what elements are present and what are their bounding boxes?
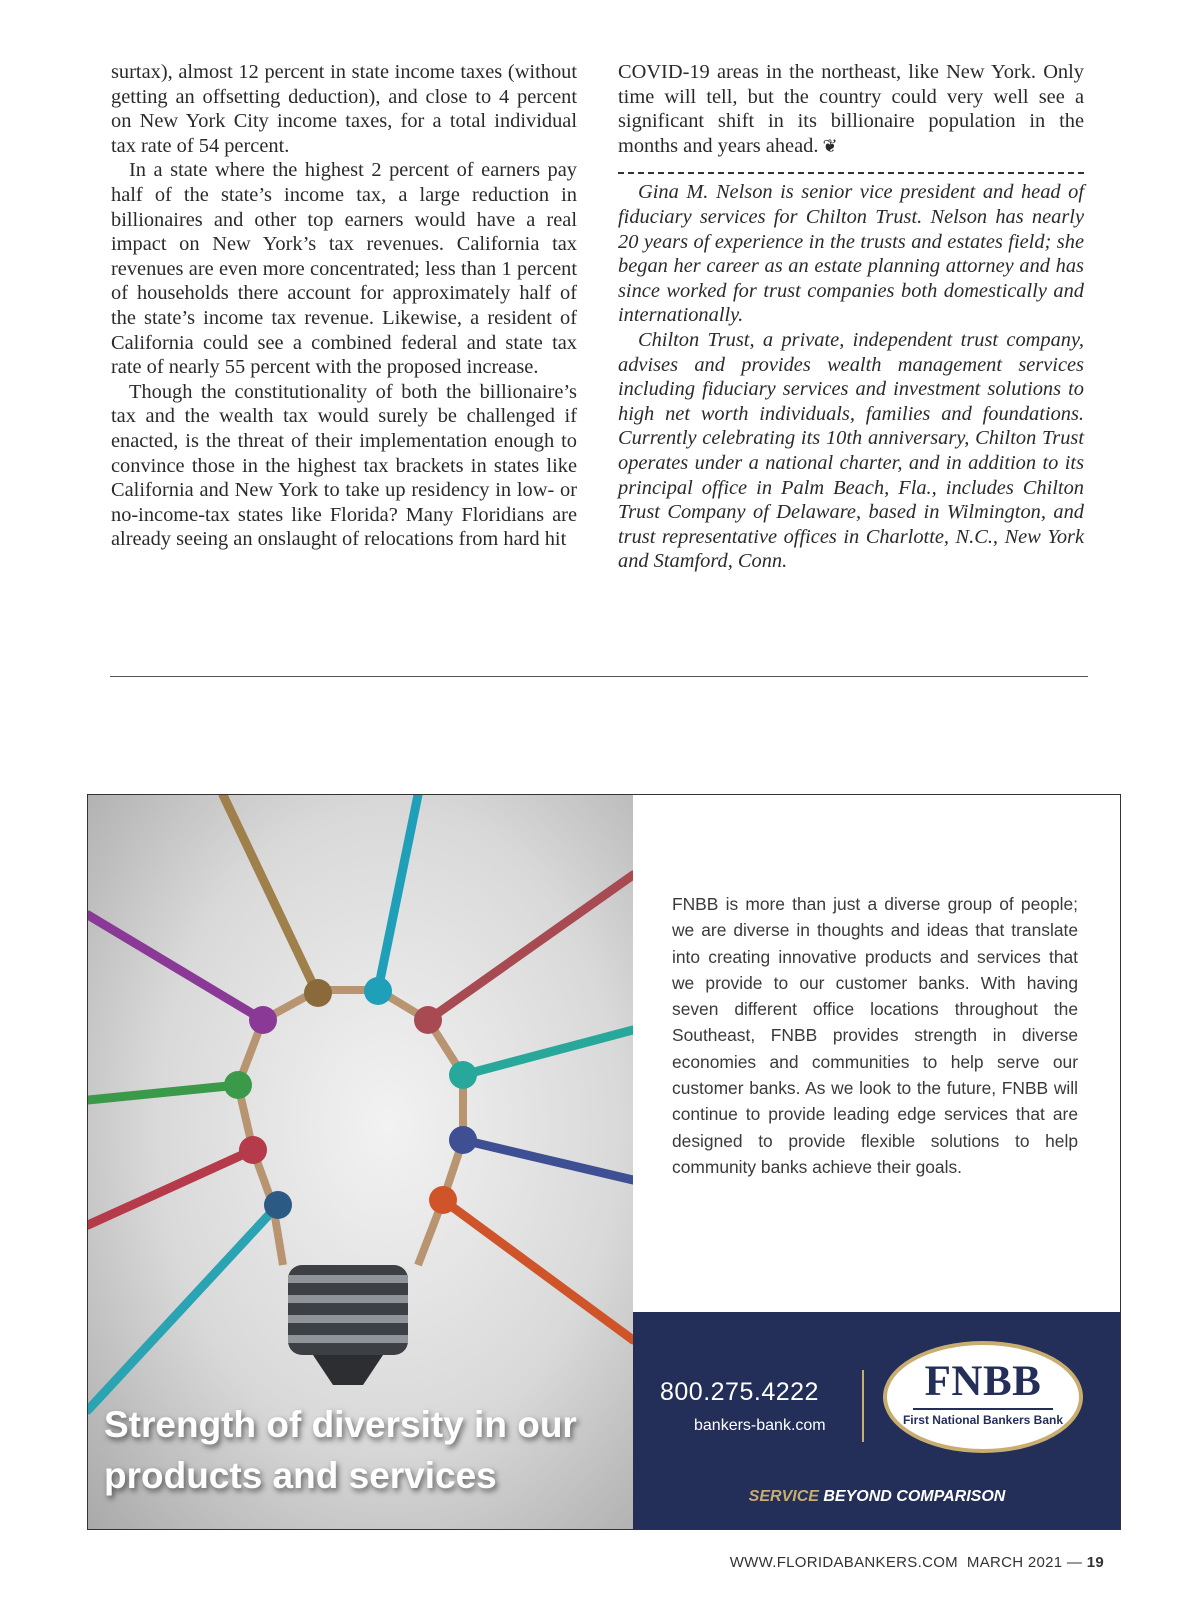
footer-issue: MARCH 2021 — [966, 1554, 1063, 1571]
ad-headline: Strength of diversity in our products and services — [104, 1404, 577, 1496]
footer-separator: — — [1066, 1554, 1083, 1571]
footer-site: WWW.FLORIDABANKERS.COM — [729, 1554, 958, 1571]
article-paragraph-text: COVID-19 areas in the northeast, like New York. Only time will tell, but the country could very well see a significant shift in its billionaire population in the months and years ahead. — [618, 61, 1084, 157]
author-bio — [618, 180, 1084, 574]
tagline-service: SERVICE — [748, 1488, 819, 1505]
ad-body-copy: FNBB is more than just a diverse group of people; we are diverse in thoughts and ideas that translate into creating innovative products and services that we provide to our customer banks. With having seven different office locations throughout the Southeast, FNBB provides strength in diverse economies and communities to help serve our customer banks. As we look to the future, FNBB will continue to provide leading edge services that are designed to provide flexible solutions to help community banks achieve their goals. — [672, 894, 1078, 1177]
tagline-beyond: BEYOND COMPARISON — [823, 1488, 1006, 1505]
ad-lightbulb-rope-image — [88, 795, 633, 1529]
article-paragraph-continued — [618, 60, 1084, 158]
fnbb-logo — [883, 1341, 1083, 1453]
page-number: 19 — [1086, 1554, 1104, 1571]
ad-phone-number: 800.275.4222 — [660, 1378, 819, 1406]
logo-rule — [913, 1408, 1053, 1410]
ad-contact-panel — [633, 1312, 1121, 1529]
fnbb-logo-mark: FNBB — [924, 1358, 1042, 1405]
end-of-article-icon: ❦ — [822, 135, 838, 156]
bio-paragraph: Chilton Trust, a private, independent trust company, advises and provides wealth management services including fiduciary services and investment solutions to high net worth individuals, families and foundations. Currently celebrating its 10th anniversary, Chilton Trust operates under a national charter, and in addition to its principal office in Palm Beach, Fla., includes Chilton Trust Company of Delaware, based in Wilmington, and trust representative offices in Charlotte, N.C., New York and Stamford, Conn. — [618, 328, 1084, 573]
bio-paragraph: Gina M. Nelson is senior vice president and head of fiduciary services for Chilton Trust. Nelson has nearly 20 years of experience in the trusts and estates field; she began her career as an estate planning attorney and has since worked for trust companies both domestically and internationally. — [618, 181, 1084, 327]
article-left-column — [111, 60, 577, 552]
ad-panel-divider — [862, 1370, 864, 1442]
ad-tagline — [633, 1488, 1121, 1506]
bio-separator — [618, 172, 1084, 174]
article-paragraph: Though the constitutionality of both the billionaire’s tax and the wealth tax would surely be challenged if enacted, is the threat of their implementation enough to convince those in the highest tax brackets in states like California and New York to take up residency in low- or no-income-tax states like Florida? Many Floridians are already seeing an onslaught of relocations from hard hit — [111, 380, 577, 551]
section-divider — [110, 676, 1088, 677]
fnbb-logo-name: First National Bankers Bank — [902, 1413, 1064, 1427]
fnbb-advertisement — [87, 794, 1121, 1530]
article-paragraph: In a state where the highest 2 percent of earners pay half of the state’s income tax, a large reduction in billionaires and other top earners would have a real impact on New York’s tax revenues. California tax revenues are even more concentrated; less than 1 percent of households there account for approximately half of the state’s income tax revenue. Likewise, a resident of California could see a combined federal and state tax rate of nearly 55 percent with the proposed increase. — [111, 159, 577, 379]
ad-website: bankers-bank.com — [694, 1417, 826, 1434]
article-right-column — [618, 60, 1084, 574]
page-footer — [730, 1554, 1104, 1571]
article-paragraph: surtax), almost 12 percent in state income taxes (without getting an offsetting deduction), and close to 4 percent on New York City income taxes, for a total individual tax rate of 54 percent. — [111, 61, 577, 157]
